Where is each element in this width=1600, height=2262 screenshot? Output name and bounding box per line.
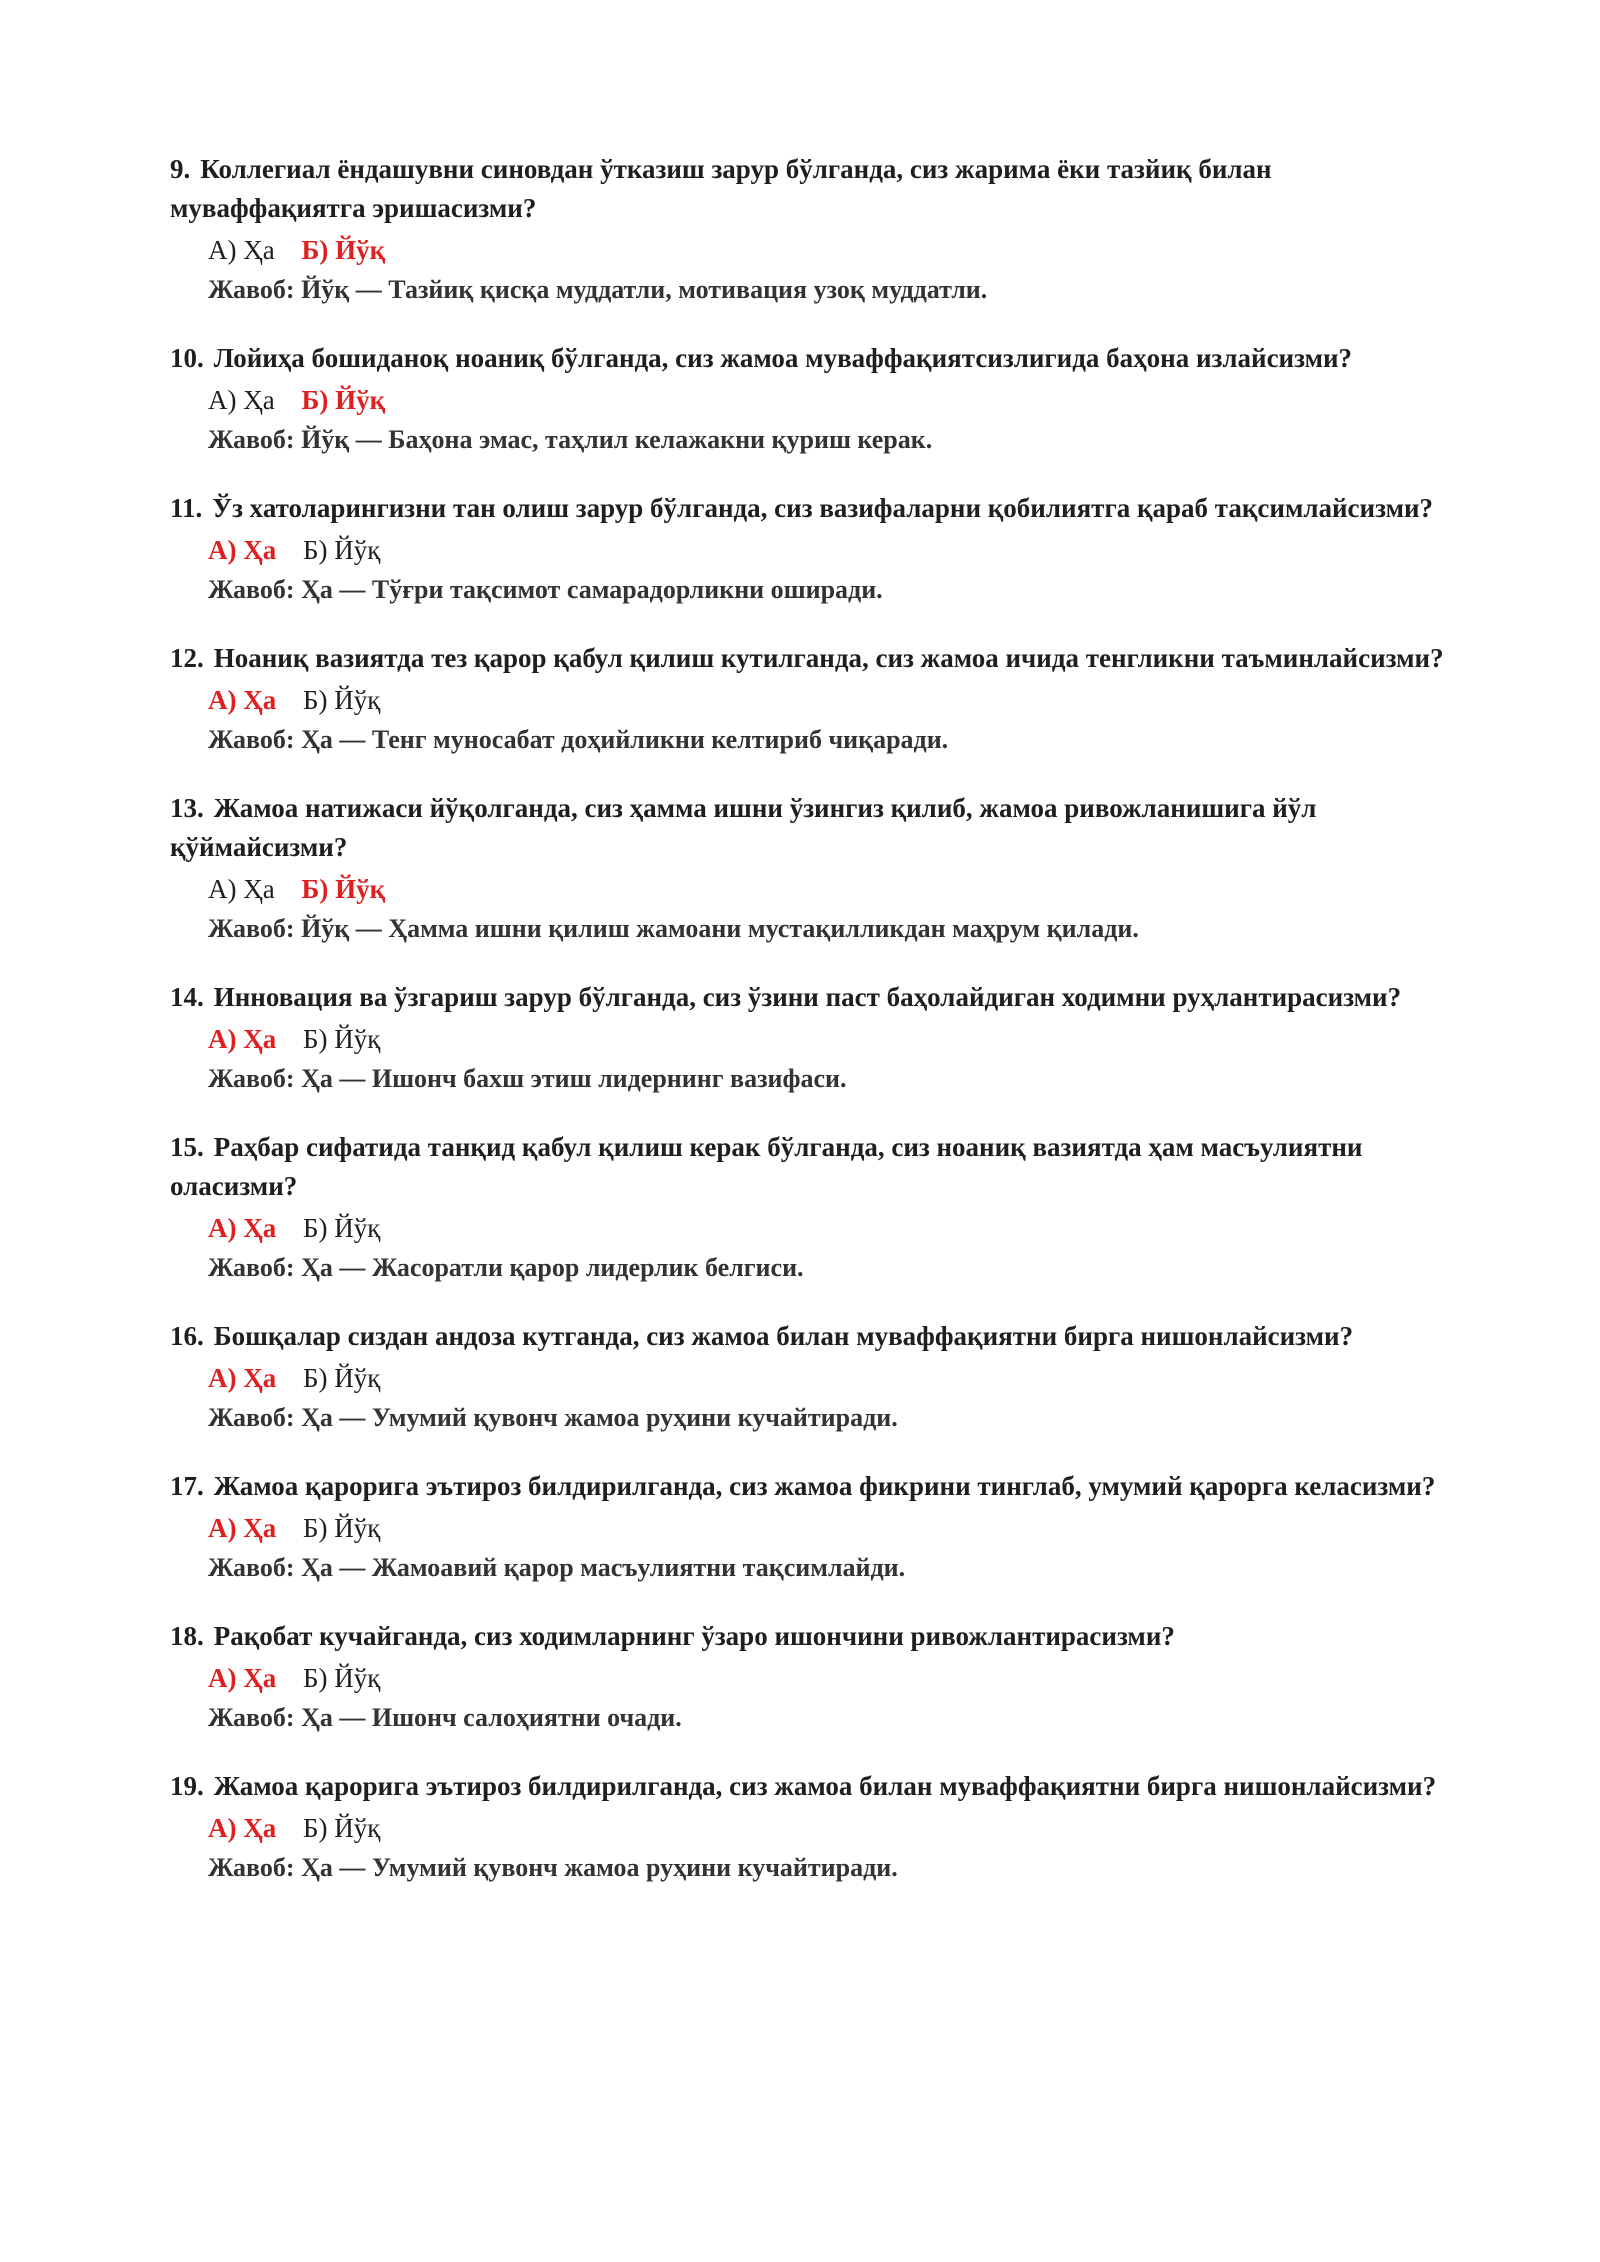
answer-explanation: Жавоб: Ҳа — Жасоратли қарор лидерлик белгиси. [208,1253,804,1282]
answer-explanation: Жавоб: Йўқ — Баҳона эмас, таҳлил келажакни қуриш керак. [208,425,933,454]
question-number: 12. [170,643,204,673]
answer-explanation: Жавоб: Ҳа — Умумий қувонч жамоа руҳини кучайтиради. [208,1403,898,1432]
question-text [170,639,1470,678]
answer-options [208,1658,1470,1698]
option-b: Б) Йўқ [303,685,381,715]
option-b: Б) Йўқ [303,1213,381,1243]
question-block [170,339,1470,460]
question-body: Жамоа қарорига эътироз билдирилганда, сиз жамоа билан муваффақиятни бирга нишонлайсизми? [213,1771,1437,1801]
answer-options [208,1019,1470,1059]
option-b: Б) Йўқ [301,874,386,904]
question-block [170,1767,1470,1888]
question-text [170,1467,1470,1506]
question-body: Лойиҳа бошиданоқ ноаниқ бўлганда, сиз жамоа муваффақиятсизлигида баҳона излайсизми? [213,343,1353,373]
question-text [170,489,1470,528]
option-a: А) Ҳа [208,1363,277,1393]
question-body: Ўз хатоларингизни тан олиш зарур бўлганда, сиз вазифаларни қобилиятга қараб тақсимлайсизми? [212,493,1434,523]
question-number: 13. [170,793,204,823]
option-b: Б) Йўқ [303,1363,381,1393]
answer-options [208,1508,1470,1548]
answer-explanation: Жавоб: Ҳа — Тўғри тақсимот самарадорликни оширади. [208,575,883,604]
option-b: Б) Йўқ [303,1024,381,1054]
question-text [170,789,1470,867]
question-block [170,1617,1470,1738]
answer-options [208,530,1470,570]
option-a: А) Ҳа [208,235,275,265]
question-body: Раҳбар сифатида танқид қабул қилиш керак бўлганда, сиз ноаниқ вазиятда ҳам масъулиятни оласизми? [170,1132,1363,1201]
question-text [170,150,1470,228]
question-text [170,339,1470,378]
option-b: Б) Йўқ [303,1513,381,1543]
question-block [170,489,1470,610]
question-text [170,978,1470,1017]
question-block [170,978,1470,1099]
answer-options [208,230,1470,270]
answer-options [208,680,1470,720]
option-a: А) Ҳа [208,1024,277,1054]
question-block [170,1467,1470,1588]
answer-explanation: Жавоб: Ҳа — Тенг муносабат доҳийликни келтириб чиқаради. [208,725,949,754]
option-b: Б) Йўқ [303,535,381,565]
question-block [170,789,1470,949]
question-number: 14. [170,982,204,1012]
answer-explanation: Жавоб: Ҳа — Ишонч бахш этиш лидернинг вазифаси. [208,1064,847,1093]
option-b: Б) Йўқ [301,235,386,265]
question-number: 10. [170,343,204,373]
question-body: Коллегиал ёндашувни синовдан ўтказиш зарур бўлганда, сиз жарима ёки тазйиқ билан муваффақиятга эришасизми? [170,154,1272,223]
question-text [170,1128,1470,1206]
question-body: Ноаниқ вазиятда тез қарор қабул қилиш кутилганда, сиз жамоа ичида тенгликни таъминлайсизми? [213,643,1444,673]
question-number: 9. [170,154,191,184]
answer-options [208,1358,1470,1398]
question-block [170,150,1470,310]
question-block [170,1128,1470,1288]
option-a: А) Ҳа [208,1513,277,1543]
option-b: Б) Йўқ [303,1663,381,1693]
answer-explanation: Жавоб: Ҳа — Ишонч салоҳиятни очади. [208,1703,682,1732]
answer-options [208,1808,1470,1848]
question-body: Инновация ва ўзгариш зарур бўлганда, сиз ўзини паст баҳолайдиган ходимни руҳлантирасизми? [213,982,1402,1012]
question-number: 15. [170,1132,204,1162]
option-a: А) Ҳа [208,1813,277,1843]
question-block [170,1317,1470,1438]
answer-options [208,380,1470,420]
question-text [170,1617,1470,1656]
answer-explanation: Жавоб: Ҳа — Жамоавий қарор масъулиятни тақсимлайди. [208,1553,906,1582]
question-number: 19. [170,1771,204,1801]
option-a: А) Ҳа [208,385,275,415]
option-b: Б) Йўқ [301,385,386,415]
question-body: Жамоа натижаси йўқолганда, сиз ҳамма ишни ўзингиз қилиб, жамоа ривожланишига йўл қўймайсизми? [170,793,1317,862]
answer-explanation: Жавоб: Ҳа — Умумий қувонч жамоа руҳини кучайтиради. [208,1853,898,1882]
option-a: А) Ҳа [208,1663,277,1693]
answer-explanation: Жавоб: Йўқ — Ҳамма ишни қилиш жамоани мустақилликдан маҳрум қилади. [208,914,1139,943]
option-a: А) Ҳа [208,685,277,715]
option-a: А) Ҳа [208,874,275,904]
answer-explanation: Жавоб: Йўқ — Тазйиқ қисқа муддатли, мотивация узоқ муддатли. [208,275,988,304]
question-number: 18. [170,1621,204,1651]
option-b: Б) Йўқ [303,1813,381,1843]
question-body: Жамоа қарорига эътироз билдирилганда, сиз жамоа фикрини тинглаб, умумий қарорга келасизми? [213,1471,1436,1501]
option-a: А) Ҳа [208,535,277,565]
question-body: Рақобат кучайганда, сиз ходимларнинг ўзаро ишончини ривожлантирасизми? [213,1621,1175,1651]
question-body: Бошқалар сиздан андоза кутганда, сиз жамоа билан муваффақиятни бирга нишонлайсизми? [213,1321,1354,1351]
option-a: А) Ҳа [208,1213,277,1243]
question-text [170,1317,1470,1356]
question-text [170,1767,1470,1806]
question-number: 16. [170,1321,204,1351]
question-number: 17. [170,1471,204,1501]
question-block [170,639,1470,760]
question-number: 11. [170,493,203,523]
document-page [170,150,1470,1917]
answer-options [208,869,1470,909]
answer-options [208,1208,1470,1248]
